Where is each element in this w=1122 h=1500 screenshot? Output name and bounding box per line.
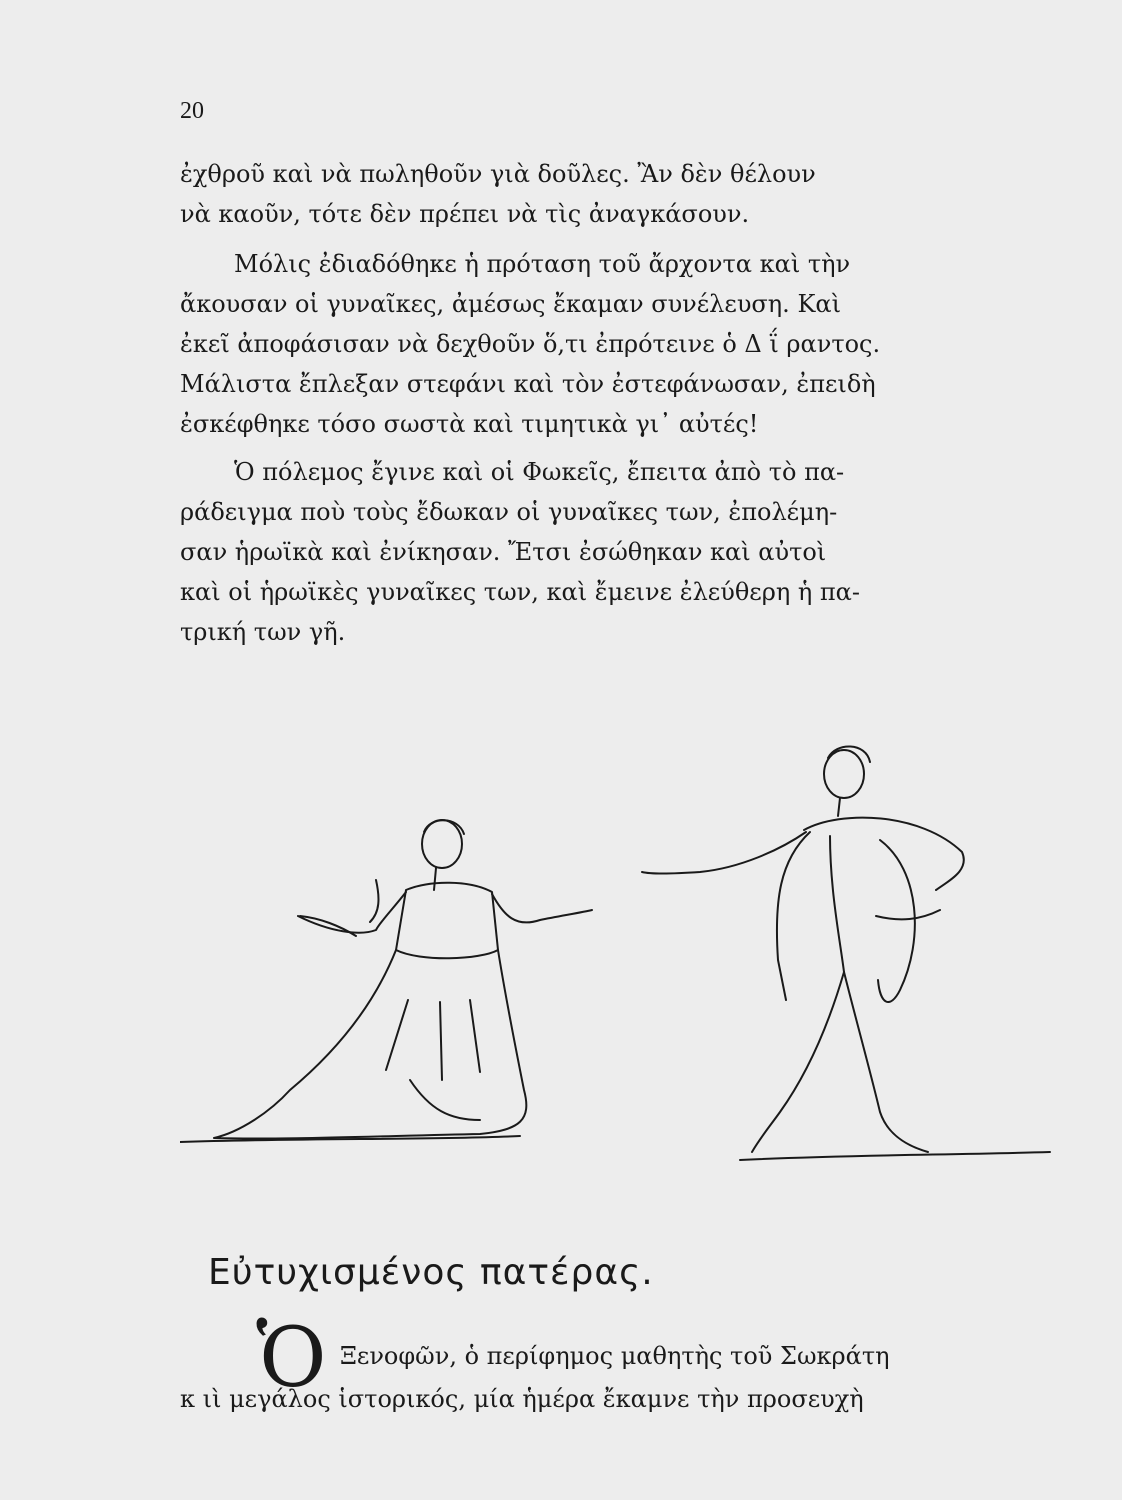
paragraph-3 [180, 452, 1030, 652]
section-first-line: Ξενοφῶν, ὁ περίφημος μαθητὴς τοῦ Σωκράτη [340, 1342, 890, 1370]
paragraph-2 [180, 244, 1030, 444]
ground-line [180, 1136, 1050, 1160]
text-line: ἐσκέφθηκε τόσο σωστὰ καὶ τιμητικὰ γι᾿ αὐτές! [180, 410, 759, 438]
section-heading: Εὐτυχισμένος πατέρας. [208, 1252, 654, 1293]
drop-cap: Ὁ [256, 1311, 327, 1406]
text-line: ράδειγμα ποὺ τοὺς ἔδωκαν οἱ γυναῖκες των, ἐπολέμη- [180, 498, 838, 526]
paragraph-1 [180, 154, 1030, 234]
text-line: σαν ἡρωϊκὰ καὶ ἐνίκησαν. Ἔτσι ἐσώθηκαν καὶ αὐτοὶ [180, 538, 827, 566]
text-line: Μάλιστα ἔπλεξαν στεφάνι καὶ τὸν ἐστεφάνωσαν, ἐπειδὴ [180, 370, 876, 398]
text-line: Μόλις ἐδιαδόθηκε ἡ πρόταση τοῦ ἄρχοντα καὶ τὴν [234, 250, 851, 278]
page-number: 20 [180, 98, 204, 124]
text-line: ἐκεῖ ἀποφάσισαν νὰ δεχθοῦν ὅ,τι ἐπρότεινε ὁ Δ ΐ ραντος. [180, 330, 881, 358]
standing-man-figure [642, 746, 964, 1152]
text-line: καὶ οἱ ἡρωϊκὲς γυναῖκες των, καὶ ἔμεινε ἐλεύθερη ἡ πα- [180, 578, 860, 606]
text-line: ἐχθροῦ καὶ νὰ πωληθοῦν γιὰ δοῦλες. Ἂν δὲν θέλουν [180, 160, 816, 188]
text-line: νὰ καοῦν, τότε δὲν πρέπει νὰ τὶς ἀναγκάσουν. [180, 200, 750, 228]
kneeling-woman-figure [214, 820, 592, 1139]
text-line: ἄκουσαν οἱ γυναῖκες, ἀμέσως ἔκαμαν συνέλευση. Καὶ [180, 290, 841, 318]
text-line: Ὁ πόλεμος ἔγινε καὶ οἱ Φωκεῖς, ἔπειτα ἀπὸ τὸ πα- [234, 458, 845, 486]
section-second-line: κ ιὶ μεγάλος ἱστορικός, μία ἡμέρα ἔκαμνε τὴν προσευχὴ [180, 1385, 864, 1413]
sketch-illustration [180, 740, 1060, 1210]
text-line: τρική των γῆ. [180, 618, 346, 646]
